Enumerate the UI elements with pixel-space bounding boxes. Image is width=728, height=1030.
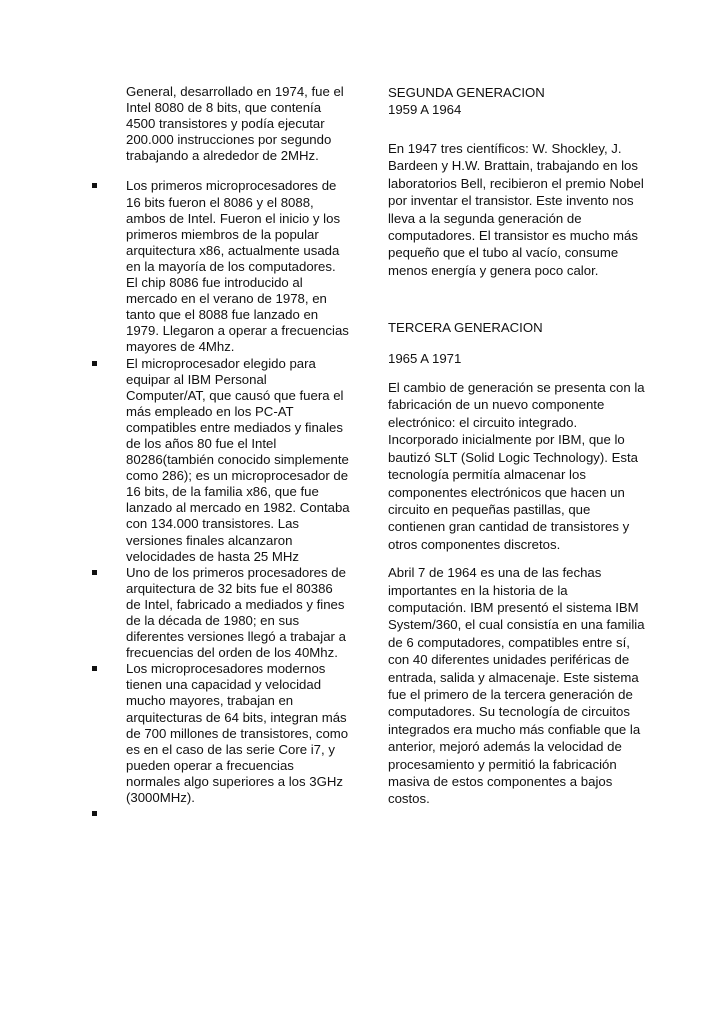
list-item — [92, 806, 350, 822]
square-bullet-icon — [92, 183, 97, 188]
tercera-paragraph-2: Abril 7 de 1964 es una de las fechas importantes en la historia de la computación. IBM presentó el sistema IBM System/360, el cual consistía en una familia de 6 computadores, compatibles entre sí, con 40 diferentes unidades periféricas de entrada, salida y almacenaje. Este sistema fue el primero de la tercera generación de computadores. Su tecnología de circuitos integrados era mucho más confiable que la anterior, mejoró además la velocidad de procesamiento y permitió la fabricación masiva de estos componentes a bajos costos. — [388, 565, 645, 807]
list-item — [92, 565, 350, 662]
segunda-generacion-section — [388, 84, 646, 118]
square-bullet-icon — [92, 570, 97, 575]
bullet-text-80386: Uno de los primeros procesadores de arquitectura de 32 bits fue el 80386 de Intel, fabricado a mediados y fines de la década de 1980; en sus diferentes versiones llegó a trabajar a frecuencias del orden de los 40Mhz. — [126, 564, 346, 661]
square-bullet-icon — [92, 666, 97, 671]
left-column — [92, 84, 350, 822]
bullet-text-80286: El microprocesador elegido para equipar al IBM Personal Computer/AT, que causó que fuera el más empleado en los PC-AT compatibles entre mediados y finales de los años 80 fue el Intel 80286(también conocido simplemente como 286); es un microprocesador de 16 bits, de la familia x86, que fue lanzado al mercado en 1982. Contaba con 134.000 transistores. Las versiones finales alcanzaron velocidades de hasta 25 MHz — [126, 355, 350, 564]
bullet-text-16bit: Los primeros microprocesadores de 16 bits fueron el 8086 y el 8088, ambos de Intel. Fueron el inicio y los primeros miembros de la popular arquitectura x86, actualmente usada en la mayoría de los computadores. El chip 8086 fue introducido al mercado en el verano de 1978, en tanto que el 8088 fue lanzado en 1979. Llegaron a operar a frecuencias mayores de 4Mhz. — [126, 178, 349, 355]
list-item — [92, 661, 350, 806]
bullet-text-modern: Los microprocesadores modernos tienen una capacidad y velocidad mucho mayores, trabajan en arquitecturas de 64 bits, integran más de 700 millones de transistores, como es en el caso de las serie Core i7, y pueden operar a frecuencias normales algo superiores a los 3GHz (3000MHz). — [126, 661, 349, 806]
list-item — [92, 178, 350, 355]
segunda-paragraph: En 1947 tres científicos: W. Shockley, J. Bardeen y H.W. Brattain, trabajando en los laboratorios Bell, recibieron el premio Nobel por inventar el transistor. Este invento nos lleva a la segunda generación de computadores. El transistor es mucho más pequeño que el tubo al vacío, consume menos energía y genera poco calor. — [388, 141, 644, 278]
section-years: 1965 A 1971 — [388, 350, 462, 366]
list-item — [92, 356, 350, 565]
right-column — [388, 84, 646, 808]
section-title: SEGUNDA GENERACION — [388, 85, 545, 100]
section-years: 1959 A 1964 — [388, 102, 462, 117]
intro-continuation-paragraph: General, desarrollado en 1974, fue el Intel 8080 de 8 bits, que contenía 4500 transistores y podía ejecutar 200.000 instrucciones por segundo trabajando a alrededor de 2MHz. — [126, 84, 344, 164]
section-title: TERCERA GENERACION — [388, 320, 543, 336]
tercera-paragraph-1: El cambio de generación se presenta con la fabricación de un nuevo componente electrónico: el circuito integrado. Incorporado inicialmente por IBM, que lo bautizó SLT (Solid Logic Technology). Esta tecnología permitía almacenar los componentes electrónicos que hacen un circuito en pequeñas pastillas, que contienen gran cantidad de transistores y otros componentes discretos. — [388, 380, 645, 552]
square-bullet-icon — [92, 811, 97, 816]
square-bullet-icon — [92, 361, 97, 366]
